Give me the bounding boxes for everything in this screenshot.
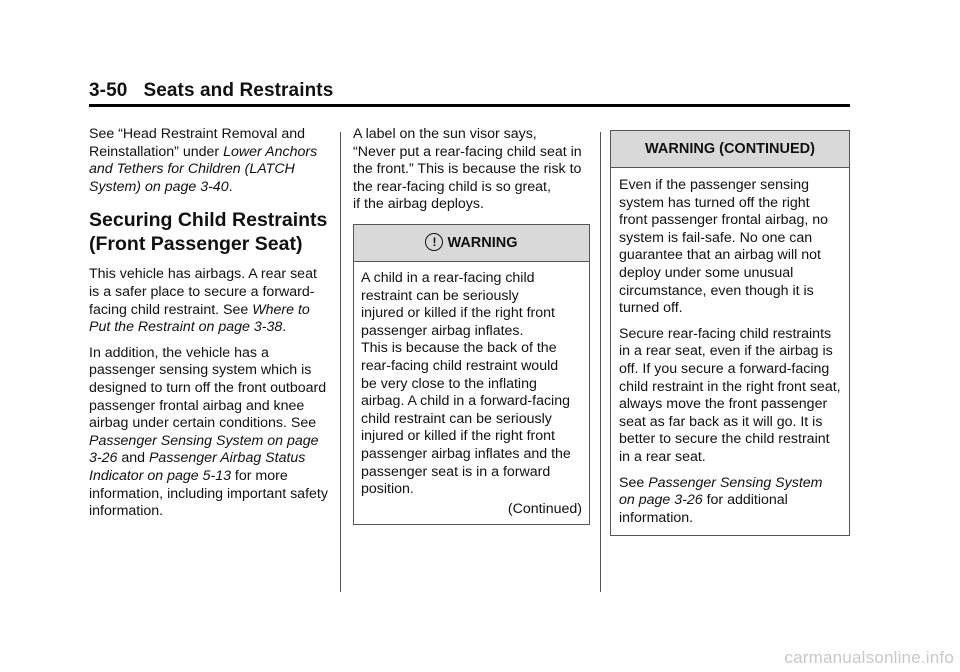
warning-header [354,225,589,262]
column-left [89,126,329,529]
see-suffix: for additional information. [619,492,788,526]
text-line: passenger seat is in a forward [361,463,551,480]
page-number: 3-50 [89,80,128,101]
text-line: “Never put a rear-facing child seat in [353,143,582,160]
column-right [610,130,850,536]
see-reference-paragraph [619,475,841,528]
latch-reference: Lower Anchors and Tethers for Children (LATCH System) on page 3-40 [89,143,318,195]
indicator-reference: Passenger Airbag Status Indicator on page 5-13 [89,450,306,484]
text-line: A label on the sun visor says, [353,126,537,142]
text-line: injured or killed if the right front [361,428,555,445]
sensing-reference: Passenger Sensing System on page 3-26 [619,474,823,509]
warning-title: WARNING [447,234,518,251]
text-line: child restraint can be seriously [361,410,552,427]
sun-visor-paragraph [353,126,590,214]
airbag-suffix: . [282,319,287,336]
warning-icon: ! [425,233,443,251]
warning-box [353,224,590,525]
column-middle [353,126,590,525]
column-divider [340,132,341,592]
page-title [89,80,850,102]
text-line: be very close to the inflating [361,375,537,392]
restraint-reference: Where to Put the Restraint on page 3-38 [89,301,310,336]
section-heading: Securing Child Restraints (Front Passenger Seat) [89,209,328,256]
text-line: the front.” This is because the risk to [353,161,582,178]
text-line: A child in a rear-facing child [361,269,535,286]
text-line: injured or killed if the right front [361,305,555,322]
column-divider [600,132,601,592]
section-name: Seats and Restraints [143,80,334,101]
text-line: position. [361,481,414,498]
text-line: airbag. A child in a forward-facing [361,393,570,410]
warning-continued-header: WARNING (CONTINUED) [611,131,849,168]
airbag-text: This vehicle has airbags. A rear seat is a safer place to secure a forward-facing child restraint. See [89,266,317,318]
sensing-mid: and [117,450,149,467]
secure-rear-paragraph: Secure rear-facing child restraints in a rear seat, even if the airbag is off. If you secure a forward-facing child restraint in the right front seat, always move the front passenger seat as far back as it will go. It is better to secure the child restraint in a rear seat. [619,325,841,465]
sensing-suffix: for more information, including important safety information. [89,467,328,520]
intro-suffix: . [228,178,233,195]
sensing-paragraph [89,345,329,521]
airbag-paragraph [89,266,329,336]
watermark: carmanualsonline.info [784,648,954,667]
text-line: passenger airbag inflates and the [361,445,571,462]
sensing-reference: Passenger Sensing System on page 3-26 [89,432,319,467]
text-line: This is because the back of the [361,340,557,357]
text-line: if the airbag deploys. [353,196,484,213]
intro-paragraph [89,126,329,196]
text-line: passenger airbag inflates. [361,322,524,339]
see-prefix: See [619,474,649,491]
page-header [89,80,850,102]
text-line: rear-facing child restraint would [361,357,559,374]
warning-continued-body [611,168,849,535]
intro-text: See “Head Restraint Removal and Reinstallation” under [89,126,306,160]
failsafe-paragraph: Even if the passenger sensing system has turned off the right front passenger frontal airbag, no system is fail-safe. No one can guarantee that an airbag will not deploy under some unusual circumstance, even though it is turned off. [619,177,829,317]
text-line: the rear-facing child is so great, [353,178,551,195]
warning-continued-box [610,130,850,536]
text-line: restraint can be seriously [361,287,519,304]
continued-label: (Continued) [507,500,582,517]
warning-body [354,262,589,524]
header-rule [89,104,850,107]
sensing-text: In addition, the vehicle has a passenger sensing system which is designed to turn off the front outboard passenger frontal airbag and knee airbag under certain conditions. See [89,344,327,432]
